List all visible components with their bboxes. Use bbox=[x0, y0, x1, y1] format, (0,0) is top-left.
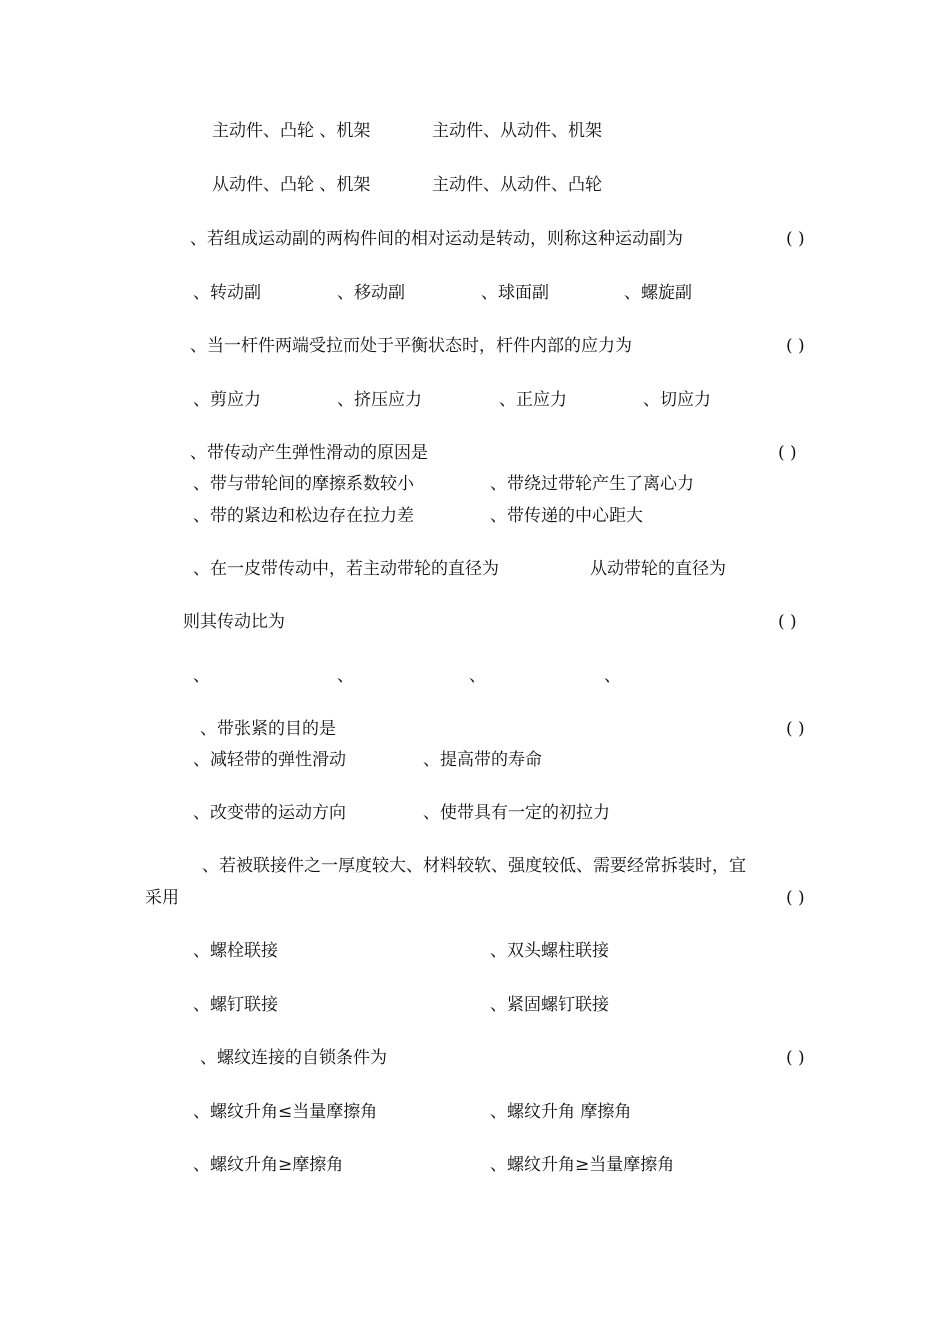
answer-paren: ( ) bbox=[778, 443, 797, 463]
option-a: 、螺纹升角≤当量摩擦角 bbox=[193, 1102, 378, 1122]
option-c: 从动件、凸轮 、机架 bbox=[212, 175, 371, 195]
question-text: 、带张紧的目的是 bbox=[200, 719, 336, 739]
option-b: 、挤压应力 bbox=[337, 390, 422, 410]
option-d: 、切应力 bbox=[643, 390, 711, 410]
option-c: 、 bbox=[469, 666, 486, 686]
option-b: 主动件、从动件、机架 bbox=[432, 121, 602, 141]
option-a: 、剪应力 bbox=[193, 390, 261, 410]
question-text: 、当一杆件两端受拉而处于平衡状态时，杆件内部的应力为 bbox=[190, 336, 632, 356]
option-d: 、 bbox=[604, 666, 621, 686]
option-c: 、球面副 bbox=[481, 283, 549, 303]
option-b: 、螺纹升角 摩擦角 bbox=[490, 1102, 632, 1122]
option-c: 、带的紧边和松边存在拉力差 bbox=[193, 506, 414, 526]
option-c: 、正应力 bbox=[499, 390, 567, 410]
option-a: 、减轻带的弹性滑动 bbox=[193, 750, 346, 770]
question-text: 、在一皮带传动中，若主动带轮的直径为 bbox=[193, 559, 499, 579]
option-b: 、带绕过带轮产生了离心力 bbox=[490, 474, 694, 494]
question-text: 、螺纹连接的自锁条件为 bbox=[200, 1048, 387, 1068]
answer-paren: ( ) bbox=[786, 229, 805, 249]
option-b: 、 bbox=[337, 666, 354, 686]
option-a: 、转动副 bbox=[193, 283, 261, 303]
question-text: 、带传动产生弹性滑动的原因是 bbox=[190, 443, 428, 463]
answer-paren: ( ) bbox=[786, 336, 805, 356]
option-d: 、紧固螺钉联接 bbox=[490, 995, 609, 1015]
option-d: 、带传递的中心距大 bbox=[490, 506, 643, 526]
option-d: 、螺旋副 bbox=[624, 283, 692, 303]
question-text: 、若组成运动副的两构件间的相对运动是转动，则称这种运动副为 bbox=[190, 229, 683, 249]
option-a: 、螺栓联接 bbox=[193, 941, 278, 961]
option-b: 、移动副 bbox=[337, 283, 405, 303]
option-c: 、螺纹升角≥摩擦角 bbox=[193, 1155, 344, 1175]
option-c: 、改变带的运动方向 bbox=[193, 803, 346, 823]
question-text: 、若被联接件之一厚度较大、材料较软、强度较低、需要经常拆装时，宜 bbox=[202, 856, 746, 876]
question-text-continued: 采用 bbox=[145, 888, 179, 908]
option-d: 、使带具有一定的初拉力 bbox=[423, 803, 610, 823]
option-b: 、提高带的寿命 bbox=[423, 750, 542, 770]
option-a: 主动件、凸轮 、机架 bbox=[212, 121, 371, 141]
option-c: 、螺钉联接 bbox=[193, 995, 278, 1015]
option-b: 、双头螺柱联接 bbox=[490, 941, 609, 961]
question-text-continued: 从动带轮的直径为 bbox=[590, 559, 726, 579]
option-a: 、 bbox=[193, 666, 210, 686]
answer-paren: ( ) bbox=[778, 612, 797, 632]
option-d: 主动件、从动件、凸轮 bbox=[432, 175, 602, 195]
answer-paren: ( ) bbox=[786, 1048, 805, 1068]
answer-paren: ( ) bbox=[786, 888, 805, 908]
question-text: 则其传动比为 bbox=[183, 612, 285, 632]
answer-paren: ( ) bbox=[786, 719, 805, 739]
option-d: 、螺纹升角≥当量摩擦角 bbox=[490, 1155, 675, 1175]
option-a: 、带与带轮间的摩擦系数较小 bbox=[193, 474, 414, 494]
